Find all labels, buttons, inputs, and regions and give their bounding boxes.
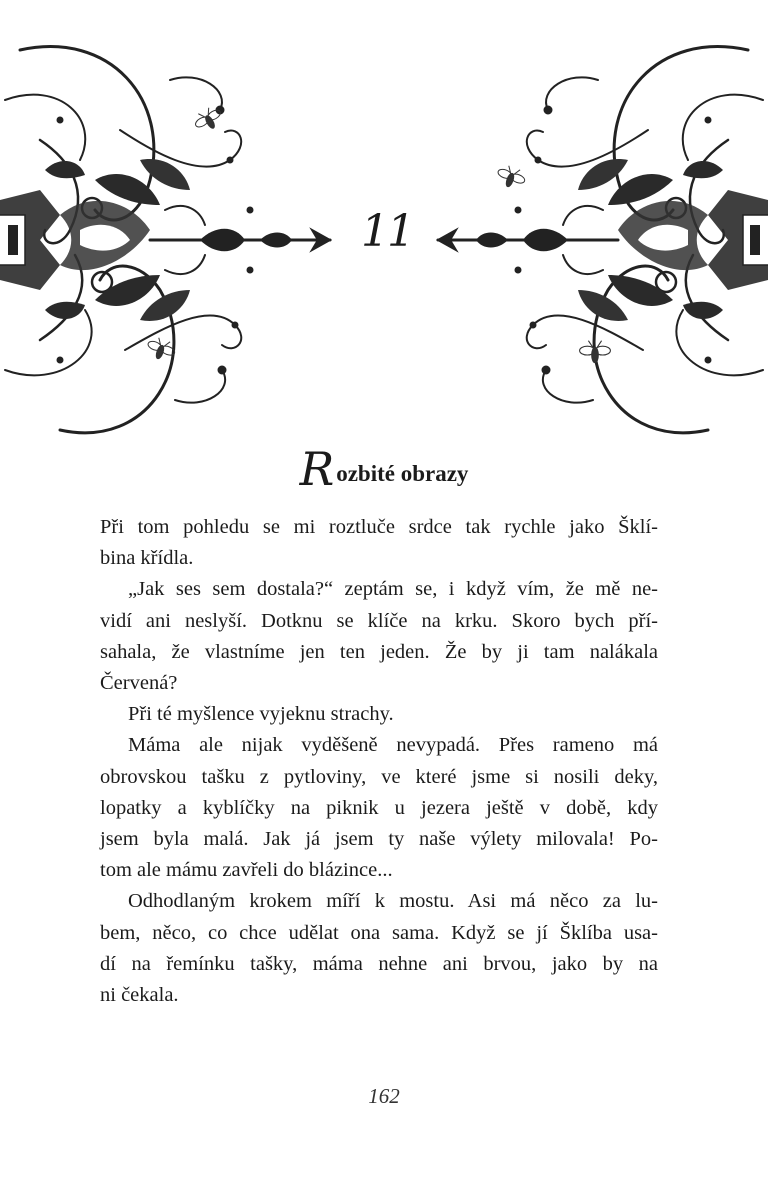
text-line: sahala, že vlastníme jen ten jeden. Že by ji tam nalákala <box>100 640 658 663</box>
text-line: tom ale mámu zavřeli do blázince... <box>100 859 393 882</box>
text-line: Máma ale nijak vyděšeně nevypadá. Přes rameno má <box>128 734 658 757</box>
text-line: Při tom pohledu se mi roztluče srdce tak rychle jako Šklí- <box>100 516 658 538</box>
text-line: obrovskou tašku z pytloviny, ve které jsme si nosili deky, <box>100 765 658 788</box>
ornament-left <box>0 47 330 433</box>
butterfly-icon <box>494 163 527 191</box>
chapter-title-rest: ozbité obrazy <box>336 461 469 486</box>
text-line: ni čekala. <box>100 984 179 1007</box>
text-line: vidí ani neslyší. Dotknu se klíče na krku. Skoro bych pří- <box>100 609 658 632</box>
ornament-right <box>438 47 768 433</box>
text-line: „Jak ses sem dostala?“ zeptám se, i když vím, že mě ne- <box>128 578 658 601</box>
page-number: 162 <box>368 1084 400 1108</box>
text-line: bina křídla. <box>100 547 194 570</box>
text-line: Červená? <box>100 672 178 695</box>
text-line: Při té myšlence vyjeknu strachy. <box>128 703 394 726</box>
text-line: bem, něco, co chce udělat ona sama. Když se jí Šklíba usa- <box>100 921 658 944</box>
text-line: jsem byla malá. Jak já jsem ty naše výlety milovala! Po- <box>100 828 658 851</box>
chapter-number: 11 <box>361 206 413 257</box>
chapter-title-initial: R <box>299 442 335 496</box>
text-line: dí na řemínku tašky, máma nehne ani brvou, jako by na <box>100 952 658 975</box>
text-line: Odhodlaným krokem míří k mostu. Asi má něco za lu- <box>128 890 658 913</box>
text-line: lopatky a kyblíčky na piknik u jezera ještě v době, kdy <box>100 796 658 819</box>
chapter-body <box>100 512 658 1011</box>
chapter-title <box>0 442 768 496</box>
